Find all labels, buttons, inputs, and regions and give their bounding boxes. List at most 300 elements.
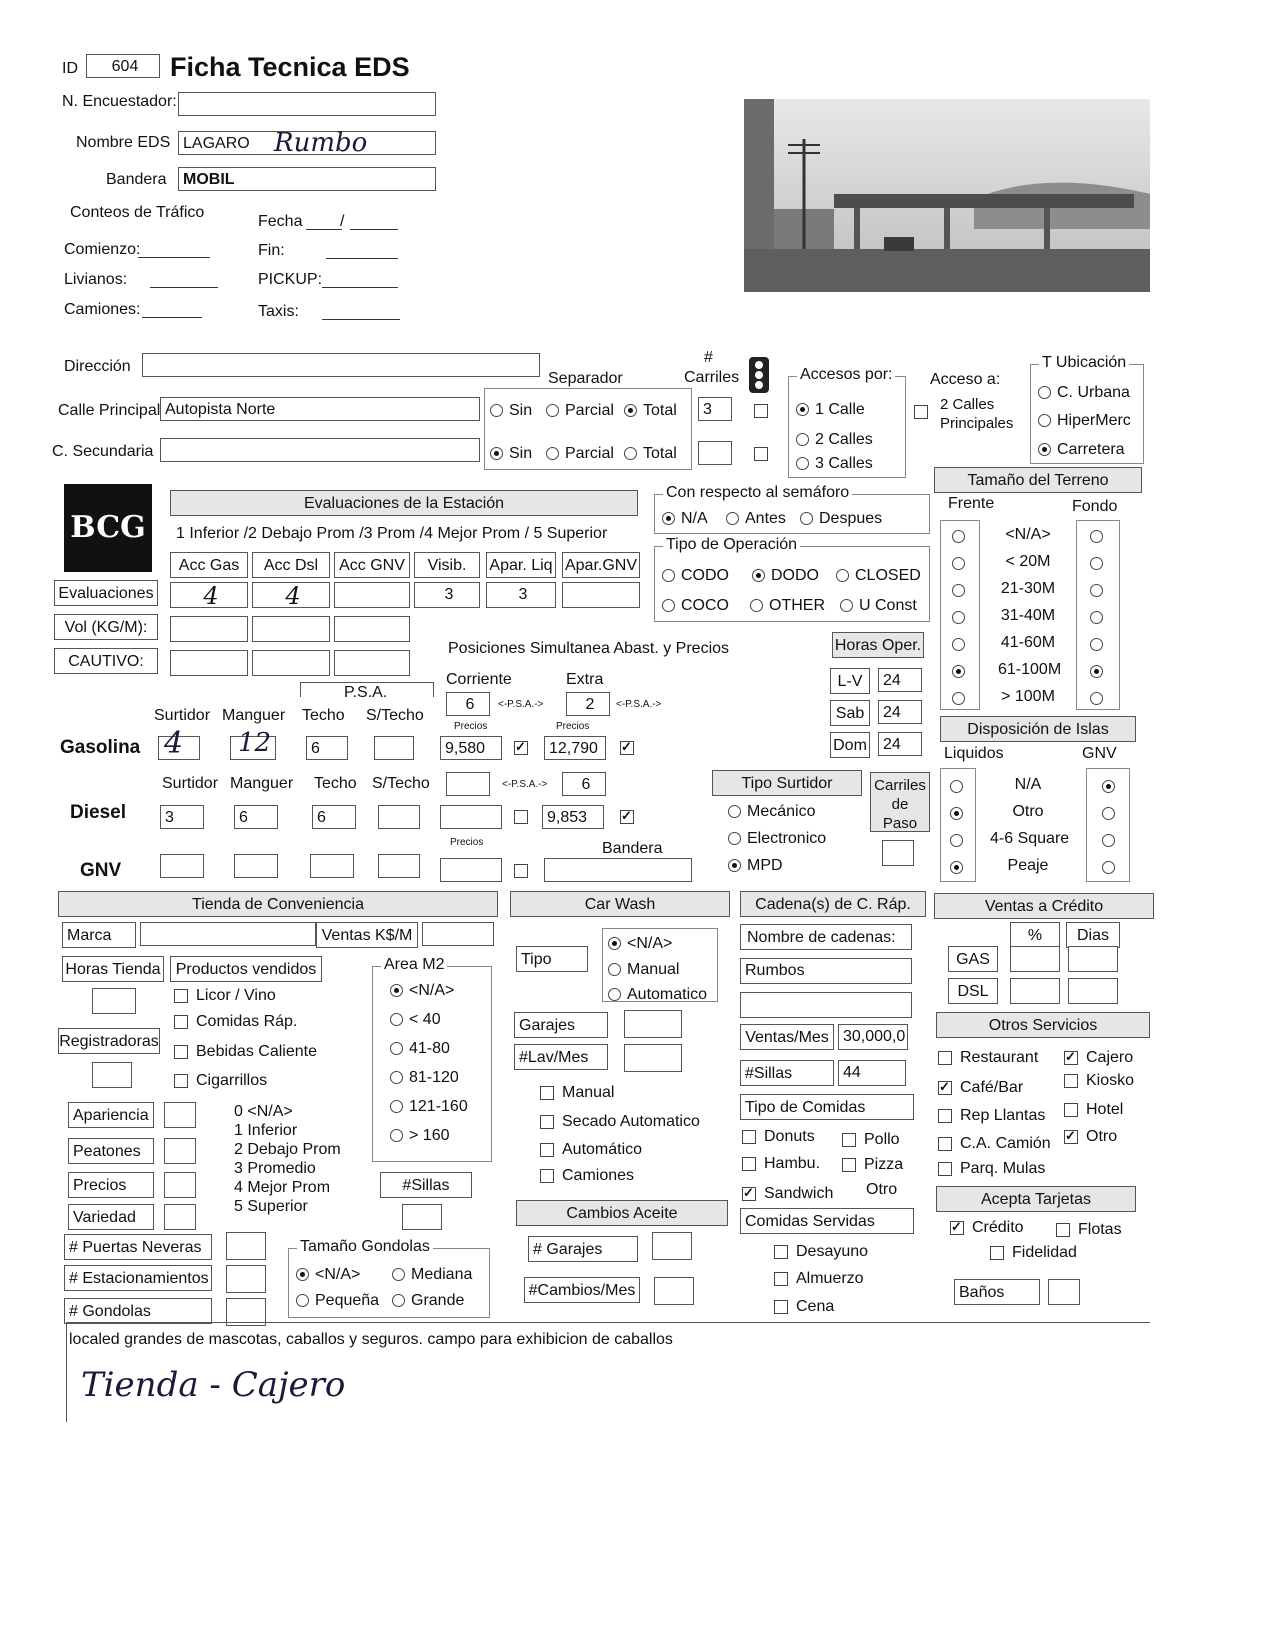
livianos-label: Livianos: — [64, 271, 128, 288]
livianos-line[interactable] — [150, 286, 218, 288]
islas-row-label: N/A — [1014, 776, 1042, 793]
gnv-stecho-field[interactable] — [378, 854, 420, 878]
ventas-label: Ventas K$/M — [316, 922, 418, 948]
evaluaciones-scale: 1 Inferior /2 Debajo Prom /3 Prom /4 Mejor Prom / 5 Superior — [176, 525, 608, 542]
eval-col-2: Acc GNV — [334, 552, 410, 578]
gasolina-precio-extra[interactable]: 12,790 — [544, 736, 606, 760]
surtidor-electronico[interactable]: Electronico — [728, 830, 826, 848]
acceso-1-calle[interactable]: 1 Calle — [796, 401, 865, 419]
separador-label: Separador — [548, 370, 623, 387]
radio-icon — [728, 859, 741, 872]
peatones-field[interactable] — [164, 1138, 196, 1164]
cadena-sillas-label: #Sillas — [740, 1060, 834, 1086]
fecha-day-line[interactable] — [306, 228, 342, 230]
gnv-checkbox[interactable] — [514, 864, 528, 878]
carwash-header: Car Wash — [510, 891, 730, 917]
sep2-total[interactable]: Total — [624, 445, 677, 463]
islas-gnv-radio[interactable] — [1102, 861, 1115, 874]
carriles-field-2[interactable] — [698, 441, 732, 465]
radio-icon — [836, 569, 849, 582]
checkbox-icon — [1064, 1130, 1078, 1144]
radio-icon — [296, 1294, 309, 1307]
radio-icon — [726, 512, 739, 525]
precios-label: Precios — [68, 1172, 154, 1198]
islas-gnv-radio[interactable] — [1102, 834, 1115, 847]
ubicacion-urbana[interactable]: C. Urbana — [1038, 384, 1130, 402]
gasolina-corriente-checkbox[interactable] — [514, 741, 528, 755]
eval-col-4: Apar. Liq — [486, 552, 556, 578]
islas-gnv-radio[interactable] — [1102, 807, 1115, 820]
acceso-3-calles[interactable]: 3 Calles — [796, 455, 873, 473]
fondo-radio[interactable] — [1090, 530, 1103, 543]
encuestador-field[interactable] — [178, 92, 436, 116]
tienda-scale-item: 2 Debajo Prom — [234, 1141, 341, 1158]
tienda-scale-item: 1 Inferior — [234, 1122, 298, 1139]
accesos-group: Accesos por: — [788, 376, 906, 478]
horas-header: Horas Oper. — [832, 632, 924, 658]
radio-icon — [392, 1268, 405, 1281]
comienzo-line[interactable] — [138, 256, 210, 258]
cadena-header: Cadena(s) de C. Ráp. — [740, 891, 926, 917]
bandera-gnv-label: Bandera — [602, 840, 663, 857]
ubicacion-group: T Ubicación — [1030, 364, 1144, 464]
cb-bebidas[interactable]: Bebidas Caliente — [174, 1043, 317, 1061]
frente-radio[interactable] — [952, 692, 965, 705]
checkbox-icon — [742, 1157, 756, 1171]
fondo-radio[interactable] — [1090, 638, 1103, 651]
eval-cell-0-2[interactable] — [334, 582, 410, 608]
diesel-left-checkbox[interactable] — [514, 810, 528, 824]
diesel-manguer-field[interactable]: 6 — [234, 805, 278, 829]
frente-radio[interactable] — [952, 611, 965, 624]
eval-cell-1-0[interactable] — [170, 616, 248, 642]
gasolina-manguer-value: 12 — [238, 728, 272, 758]
horas-sab-field[interactable]: 24 — [878, 700, 922, 724]
carriles-checkbox-2[interactable] — [754, 447, 768, 461]
radio-icon — [296, 1268, 309, 1281]
radio-icon — [546, 404, 559, 417]
precios-label-1: Precios — [454, 721, 488, 732]
eval-cell-0-0[interactable]: 4 — [170, 582, 248, 608]
carwash-garajes-label: Garajes — [514, 1012, 608, 1038]
area-option[interactable] — [390, 1098, 468, 1116]
islas-row-label: Peaje — [1007, 857, 1049, 874]
checkbox-icon — [938, 1137, 952, 1151]
notes-typed: localed grandes de mascotas, caballos y seguros. campo para exhibicion de caballos — [69, 1331, 673, 1348]
op-codo[interactable]: CODO — [662, 567, 729, 585]
diesel-psa-left[interactable] — [446, 772, 490, 796]
cambios-garajes-label: # Garajes — [528, 1236, 638, 1262]
cadena-sillas-field[interactable]: 44 — [838, 1060, 906, 1086]
cb-cena[interactable]: Cena — [774, 1298, 834, 1316]
nombre-eds-handwritten: Rumbo — [274, 128, 368, 158]
nombre-eds-label: Nombre EDS — [76, 134, 171, 151]
cb-pizza[interactable]: Pizza — [842, 1156, 903, 1174]
frente-radio[interactable] — [952, 530, 965, 543]
radio-icon — [624, 447, 637, 460]
diesel-stecho-field[interactable] — [378, 805, 420, 829]
cb-credito[interactable]: ✓Crédito — [950, 1219, 1024, 1237]
bandera-field[interactable]: MOBIL — [178, 167, 436, 191]
pickup-line[interactable] — [322, 286, 398, 288]
taxis-line[interactable] — [322, 318, 400, 320]
gas-stecho-label: S/Techo — [366, 707, 424, 724]
horas-dom-field[interactable]: 24 — [878, 732, 922, 756]
cb-llantas[interactable]: Rep Llantas — [938, 1107, 1045, 1125]
sep1-parcial[interactable]: Parcial — [546, 402, 614, 420]
radio-icon — [662, 599, 675, 612]
islas-gnv-radio[interactable] — [1102, 780, 1115, 793]
horas-lv-label: L-V — [830, 668, 870, 694]
tienda-header: Tienda de Conveniencia — [58, 891, 498, 917]
tamano-gondolas-group: Tamaño Gondolas — [288, 1248, 490, 1318]
carwash-manual[interactable]: Manual — [608, 961, 679, 979]
dsl-techo-label: Techo — [314, 775, 357, 792]
horas-dom-label: Dom — [830, 732, 870, 758]
ubicacion-hipermerc[interactable]: HiperMerc — [1038, 412, 1131, 430]
corriente-psa-field[interactable]: 6 — [446, 692, 490, 716]
radio-icon — [390, 1042, 403, 1055]
area-option[interactable] — [390, 982, 454, 1000]
carriles-checkbox-1[interactable] — [754, 404, 768, 418]
cambios-garajes-field[interactable] — [652, 1232, 692, 1260]
area-option[interactable] — [390, 1040, 450, 1058]
area-option-label: 121-160 — [409, 1098, 468, 1115]
comienzo-label: Comienzo: — [64, 241, 141, 258]
nombre-eds-field[interactable]: LAGARO — [178, 131, 436, 155]
islas-liq-radio[interactable] — [950, 780, 963, 793]
sep1-total[interactable]: Total — [624, 402, 677, 420]
radio-icon — [624, 404, 637, 417]
fin-line[interactable] — [326, 257, 398, 259]
carwash-na[interactable]: <N/A> — [608, 935, 672, 953]
cb-cigarrillos[interactable]: Cigarrillos — [174, 1072, 267, 1090]
ventas-field[interactable] — [422, 922, 494, 946]
id-field[interactable]: 604 — [86, 54, 160, 78]
gasolina-stecho-field[interactable] — [374, 736, 414, 760]
horas-lv-field[interactable]: 24 — [878, 668, 922, 692]
credito-dsl-dias[interactable] — [1068, 978, 1118, 1004]
gnv-bandera-field[interactable] — [544, 858, 692, 882]
semaforo-antes[interactable]: Antes — [726, 510, 786, 528]
puertas-field[interactable] — [226, 1232, 266, 1260]
cadena-ventas-field[interactable]: 30,000,0 — [838, 1024, 908, 1050]
apariencia-label: Apariencia — [68, 1102, 154, 1128]
checkbox-icon — [1064, 1074, 1078, 1088]
evaluaciones-header: Evaluaciones de la Estación — [170, 490, 638, 516]
sep2-sin[interactable]: Sin — [490, 445, 532, 463]
op-uconst[interactable]: U Const — [840, 597, 917, 615]
islas-gnv-label: GNV — [1082, 745, 1117, 762]
gondolas-label: # Gondolas — [64, 1298, 212, 1324]
cb-camion[interactable]: C.A. Camión — [938, 1135, 1051, 1153]
diesel-techo-field[interactable]: 6 — [312, 805, 356, 829]
frente-label: Frente — [948, 495, 995, 512]
radio-icon — [840, 599, 853, 612]
psa-arrow-3: <-P.S.A.-> — [502, 779, 548, 790]
radio-icon — [796, 433, 809, 446]
eval-col-0: Acc Gas — [170, 552, 248, 578]
cb-licor[interactable]: Licor / Vino — [174, 987, 276, 1005]
area-option[interactable] — [390, 1069, 459, 1087]
eval-cell-1-2[interactable] — [334, 616, 410, 642]
fondo-radio[interactable] — [1090, 665, 1103, 678]
op-coco[interactable]: COCO — [662, 597, 729, 615]
marca-field[interactable] — [140, 922, 316, 946]
radio-icon — [796, 457, 809, 470]
corriente-label: Corriente — [446, 671, 512, 688]
op-closed[interactable]: CLOSED — [836, 567, 921, 585]
cb-restaurant[interactable]: Restaurant — [938, 1049, 1038, 1067]
checkbox-icon — [842, 1158, 856, 1172]
gasolina-precio-corriente[interactable]: 9,580 — [440, 736, 502, 760]
banos-field[interactable] — [1048, 1279, 1080, 1305]
area-option-label: <N/A> — [409, 982, 455, 999]
apariencia-field[interactable] — [164, 1102, 196, 1128]
area-option[interactable] — [390, 1127, 449, 1145]
sep2-parcial[interactable]: Parcial — [546, 445, 614, 463]
calle-principal-label: Calle Principal — [58, 402, 161, 419]
diesel-surtidor-field[interactable]: 3 — [160, 805, 204, 829]
checkbox-icon — [938, 1051, 952, 1065]
direccion-field[interactable] — [142, 353, 540, 377]
fondo-radio[interactable] — [1090, 584, 1103, 597]
cadena-nombre-label: Nombre de cadenas: — [740, 924, 912, 950]
radio-icon — [796, 403, 809, 416]
semaforo-group: Con respecto al semáforo — [654, 494, 930, 534]
frente-radio[interactable] — [952, 638, 965, 651]
frente-radio[interactable] — [952, 665, 965, 678]
fecha-month-line[interactable] — [350, 228, 398, 230]
carwash-tipo-label: Tipo — [516, 946, 588, 972]
cautivo-row-label: CAUTIVO: — [54, 648, 158, 674]
otro-label: Otro — [866, 1181, 898, 1198]
calle-principal-field[interactable]: Autopista Norte — [160, 397, 480, 421]
eval-cell-2-2[interactable] — [334, 650, 410, 676]
carriles-field-1[interactable]: 3 — [698, 397, 732, 421]
precios-field[interactable] — [164, 1172, 196, 1198]
islas-liq-radio[interactable] — [950, 807, 963, 820]
credito-dias-label: Dias — [1066, 922, 1120, 948]
gasolina-extra-checkbox[interactable] — [620, 741, 634, 755]
eval-cell-0-3[interactable]: 3 — [414, 582, 480, 608]
radio-icon — [608, 963, 621, 976]
carriles-hash: # — [704, 349, 713, 366]
credito-dsl-pct[interactable] — [1010, 978, 1060, 1004]
radio-icon — [490, 404, 503, 417]
cb-hambu[interactable]: Hambu. — [742, 1155, 820, 1173]
cb-hotel[interactable]: Hotel — [1064, 1101, 1123, 1119]
cb-sandwich[interactable]: ✓Sandwich — [742, 1185, 833, 1203]
cb-cw-manual[interactable]: Manual — [540, 1084, 614, 1102]
carwash-automatico[interactable]: Automatico — [608, 986, 707, 1004]
cb-fidelidad[interactable]: Fidelidad — [990, 1244, 1077, 1262]
calle-secundaria-field[interactable] — [160, 438, 480, 462]
terreno-row-label: > 100M — [1001, 688, 1055, 705]
radio-icon — [608, 988, 621, 1001]
radio-icon — [752, 569, 765, 582]
cb-almuerzo[interactable]: Almuerzo — [774, 1270, 864, 1288]
notes-area[interactable] — [66, 1322, 1150, 1422]
terreno-row-label: <N/A> — [1005, 526, 1051, 543]
diesel-precio-left[interactable] — [440, 805, 502, 829]
cb-cw-automatico[interactable]: Automático — [540, 1141, 642, 1159]
variedad-field[interactable] — [164, 1204, 196, 1230]
cadena-ventas-label: Ventas/Mes — [740, 1024, 834, 1050]
radio-icon — [392, 1294, 405, 1307]
puertas-label: # Puertas Neveras — [64, 1234, 212, 1260]
area-option[interactable] — [390, 1011, 441, 1029]
frente-radio[interactable] — [952, 584, 965, 597]
registradoras-field[interactable] — [92, 1062, 132, 1088]
islas-row-label: Otro — [1012, 803, 1044, 820]
fondo-radio[interactable] — [1090, 611, 1103, 624]
traffic-light-icon — [744, 356, 774, 394]
tienda-scale-item: 0 <N/A> — [234, 1103, 293, 1120]
cb-cw-secado[interactable]: Secado Automatico — [540, 1113, 700, 1131]
cadena-nombre-field-2[interactable] — [740, 992, 912, 1018]
extra-psa-field[interactable]: 2 — [566, 692, 610, 716]
psa-label: P.S.A. — [344, 684, 388, 701]
op-other[interactable]: OTHER — [750, 597, 825, 615]
id-label: ID — [62, 60, 78, 77]
horas-sab-label: Sab — [830, 700, 870, 726]
estacionamientos-field[interactable] — [226, 1265, 266, 1293]
principales-label: Principales — [940, 415, 1014, 432]
semaforo-na[interactable]: N/A — [662, 510, 708, 528]
fondo-radio[interactable] — [1090, 557, 1103, 570]
eval-cell-0-4[interactable]: 3 — [486, 582, 556, 608]
variedad-label: Variedad — [68, 1204, 154, 1230]
cb-mulas[interactable]: Parq. Mulas — [938, 1160, 1045, 1178]
radio-icon — [1038, 386, 1051, 399]
eval-cell-2-1[interactable] — [252, 650, 330, 676]
islas-liq-radio[interactable] — [950, 834, 963, 847]
gasolina-techo-field[interactable]: 6 — [306, 736, 348, 760]
checkbox-icon — [1056, 1223, 1070, 1237]
conteos-title: Conteos de Tráfico — [70, 204, 205, 221]
semaforo-despues[interactable]: Despues — [800, 510, 882, 528]
credito-gas-pct[interactable] — [1010, 946, 1060, 972]
diesel-psa-field[interactable]: 6 — [562, 772, 606, 796]
carriles-paso-field[interactable] — [882, 840, 914, 866]
operacion-group: Tipo de Operación — [654, 546, 930, 622]
cb-flotas[interactable]: Flotas — [1056, 1221, 1122, 1239]
eval-cell-1-1[interactable] — [252, 616, 330, 642]
sep1-sin[interactable]: Sin — [490, 402, 532, 420]
gas-techo-label: Techo — [302, 707, 345, 724]
frente-radio[interactable] — [952, 557, 965, 570]
cb-otro[interactable]: ✓ Otro — [1064, 1128, 1117, 1146]
tarjetas-header: Acepta Tarjetas — [936, 1186, 1136, 1212]
acceso-2calles-checkbox[interactable] — [914, 405, 928, 419]
op-dodo[interactable]: DODO — [752, 567, 819, 585]
posiciones-title: Posiciones Simultanea Abast. y Precios — [448, 640, 730, 657]
area-option-label: < 40 — [409, 1011, 441, 1028]
radio-icon — [662, 569, 675, 582]
cb-kiosko[interactable]: Kiosko — [1064, 1072, 1134, 1090]
area-group: Area M2 — [372, 966, 492, 1162]
tienda-sillas-field[interactable] — [402, 1204, 442, 1230]
cambios-mes-label: #Cambios/Mes — [524, 1277, 640, 1303]
area-option-label: > 160 — [409, 1127, 450, 1144]
fondo-radio[interactable] — [1090, 692, 1103, 705]
checkbox-icon — [174, 1015, 188, 1029]
productos-label: Productos vendidos — [170, 956, 322, 982]
radio-icon — [490, 447, 503, 460]
checkbox-icon — [1064, 1051, 1078, 1065]
eval-cell-2-0[interactable] — [170, 650, 248, 676]
fondo-label: Fondo — [1072, 498, 1118, 515]
horas-tienda-label: Horas Tienda — [62, 956, 164, 982]
fecha-slash: / — [340, 213, 345, 230]
cambios-mes-field[interactable] — [654, 1277, 694, 1305]
carwash-lav-field[interactable] — [624, 1044, 682, 1072]
cadena-nombre-field[interactable]: Rumbos — [740, 958, 912, 984]
ubicacion-carretera[interactable]: Carretera — [1038, 441, 1125, 459]
servicios-header: Otros Servicios — [936, 1012, 1150, 1038]
radio-icon — [800, 512, 813, 525]
credito-dsl-label: DSL — [948, 978, 998, 1004]
cb-pollo[interactable]: Pollo — [842, 1131, 900, 1149]
gondola-pequena[interactable]: Pequeña — [296, 1292, 379, 1310]
gnv-surtidor-field[interactable] — [160, 854, 204, 878]
diesel-label: Diesel — [70, 802, 126, 823]
credito-gas-dias[interactable] — [1068, 946, 1118, 972]
cb-donuts[interactable]: Donuts — [742, 1128, 815, 1146]
acceso-2-calles[interactable]: 2 Calles — [796, 431, 873, 449]
pickup-label: PICKUP: — [258, 271, 323, 288]
gas-manguer-label: Manguer — [222, 707, 286, 724]
tienda-sillas-label: #Sillas — [380, 1172, 472, 1198]
gondola-grande[interactable]: Grande — [392, 1292, 464, 1310]
fin-label: Fin: — [258, 242, 285, 259]
tipo-comidas-label: Tipo de Comidas — [740, 1094, 914, 1120]
gnv-manguer-field[interactable] — [234, 854, 278, 878]
cb-desayuno[interactable]: Desayuno — [774, 1243, 868, 1261]
eval-cell-0-1[interactable]: 4 — [252, 582, 330, 608]
gondola-na[interactable]: <N/A> — [296, 1266, 360, 1284]
eval-cell-0-5[interactable] — [562, 582, 640, 608]
checkbox-icon — [774, 1245, 788, 1259]
page-title: Ficha Tecnica EDS — [170, 52, 410, 82]
cb-comidas[interactable]: Comidas Ráp. — [174, 1013, 297, 1031]
checkbox-icon — [174, 1045, 188, 1059]
cb-cajero[interactable]: ✓ Cajero — [1064, 1049, 1133, 1067]
checkbox-icon — [540, 1143, 554, 1157]
islas-liq-radio[interactable] — [950, 861, 963, 874]
surtidor-mpd[interactable]: MPD — [728, 857, 783, 875]
cb-cw-camiones[interactable]: Camiones — [540, 1167, 634, 1185]
checkbox-icon — [742, 1187, 756, 1201]
gnv-precio-field[interactable] — [440, 858, 502, 882]
surtidor-mecanico[interactable]: Mecánico — [728, 803, 815, 821]
camiones-line[interactable] — [142, 316, 202, 318]
gondola-mediana[interactable]: Mediana — [392, 1266, 472, 1284]
checkbox-icon — [938, 1162, 952, 1176]
gnv-techo-field[interactable] — [310, 854, 354, 878]
radio-icon — [1038, 414, 1051, 427]
dsl-manguer-label: Manguer — [230, 775, 294, 792]
carwash-garajes-field[interactable] — [624, 1010, 682, 1038]
horas-tienda-field[interactable] — [92, 988, 136, 1014]
checkbox-icon — [540, 1086, 554, 1100]
islas-row-label: 4-6 Square — [990, 830, 1070, 847]
cb-cafe[interactable]: ✓Café/Bar — [938, 1079, 1023, 1097]
diesel-precio-field[interactable]: 9,853 — [542, 805, 604, 829]
area-option-label: 81-120 — [409, 1069, 459, 1086]
diesel-precio-checkbox[interactable] — [620, 810, 634, 824]
